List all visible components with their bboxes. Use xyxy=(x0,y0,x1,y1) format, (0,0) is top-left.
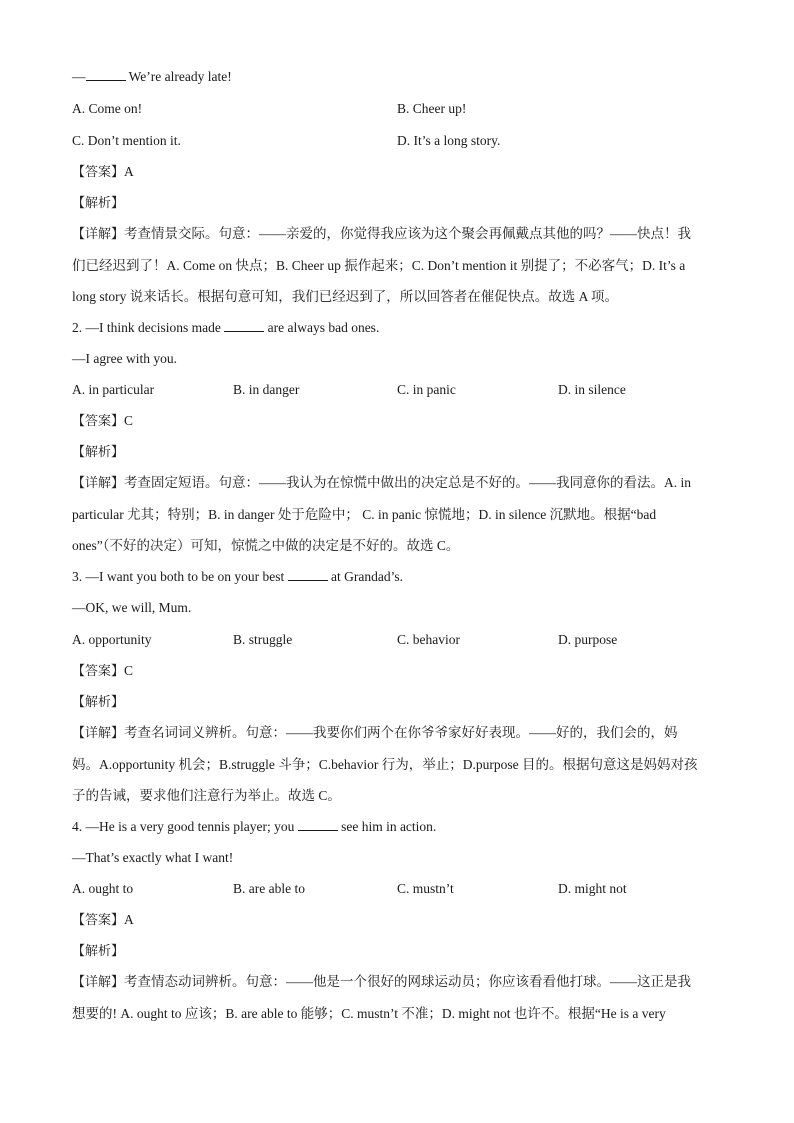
q1-answer xyxy=(72,163,134,182)
q4-detail-line-2: 想要的! A. ought to 应该；B. are able to 能够；C. mustn’t 不准；D. might not 也许不。根据“He is a very xyxy=(72,1006,666,1021)
q3-blank xyxy=(288,568,328,581)
q3-option-b: B. struggle xyxy=(233,632,293,647)
q4-option-a: A. ought to xyxy=(72,881,134,896)
q2-detail-line-3: ones”（不好的决定）可知，惊慌之中做的决定是不好的。故选 C。 xyxy=(72,538,460,553)
q3-detail-tag: 【详解】 xyxy=(72,726,125,741)
q2-option-d: D. in silence xyxy=(558,382,626,397)
q2-detail xyxy=(72,467,722,561)
q3-detail-line-1: 【详解】考查名词词义辨析。句意：——我要你们两个在你爷爷家好好表现。——好的，我们会的，妈 xyxy=(72,725,678,741)
q1-stem-suffix: We’re already late! xyxy=(125,69,232,84)
q4-analysis-tag: 【解析】 xyxy=(72,944,125,959)
q1-detail-tag: 【详解】 xyxy=(72,227,125,242)
q2-answer: 【答案】C xyxy=(72,413,134,429)
q2-detail-tag: 【详解】 xyxy=(72,476,125,491)
q1-detail xyxy=(72,218,722,312)
q3-option-d: D. purpose xyxy=(558,632,618,647)
q3-option-c: C. behavior xyxy=(397,632,460,647)
q3-answer-value: C xyxy=(124,663,134,678)
q4-option-c: C. mustn’t xyxy=(397,881,454,896)
q3-detail-line-3: 子的告诫，要求他们注意行为举止。故选 C。 xyxy=(72,788,341,803)
q4-option-b: B. are able to xyxy=(233,881,305,896)
q1-stem xyxy=(72,68,232,86)
q4-blank xyxy=(298,818,338,831)
q4-reply: —That’s exactly what I want! xyxy=(72,850,234,865)
q1-option-b: B. Cheer up! xyxy=(397,101,467,116)
q2-detail-line-1: 【详解】考查固定短语。句意：——我认为在惊慌中做出的决定总是不好的。——我同意你的看法。A. in xyxy=(72,475,692,491)
q4-detail-line-1: 【详解】考查情态动词辨析。句意：——他是一个很好的网球运动员；你应该看看他打球。——这正是我 xyxy=(72,974,692,990)
q1-blank xyxy=(86,68,126,81)
q2-detail-line-2: particular 尤其；特别；B. in danger 处于危险中； C. in panic 惊慌地；D. in silence 沉默地。根据“bad xyxy=(72,507,657,522)
q3-detail xyxy=(72,717,722,811)
q1-detail-line-2: 们已经迟到了！A. Come on 快点；B. Cheer up 振作起来；C. Don’t mention it 别提了；不必客气；D. It’s a xyxy=(72,258,686,273)
q2-stem: 2. —I think decisions made are always bad ones. xyxy=(72,320,380,335)
q1-option-a: A. Come on! xyxy=(72,101,143,116)
q4-answer: 【答案】A xyxy=(72,912,134,928)
q4-answer-value: A xyxy=(124,912,134,927)
q1-stem-prefix: — xyxy=(72,69,86,84)
q2-answer-value: C xyxy=(124,413,134,428)
q4-detail-tag: 【详解】 xyxy=(72,975,125,990)
q2-reply: —I agree with you. xyxy=(72,351,177,366)
q4-detail xyxy=(72,966,722,1029)
q3-answer: 【答案】C xyxy=(72,663,134,679)
q3-analysis-tag: 【解析】 xyxy=(72,695,125,710)
q1-option-c: C. Don’t mention it. xyxy=(72,133,181,148)
q1-answer-tag: 【答案】 xyxy=(72,165,125,180)
q1-option-d: D. It’s a long story. xyxy=(397,133,501,148)
q2-option-a: A. in particular xyxy=(72,382,155,397)
q1-answer-value: A xyxy=(124,164,134,179)
q2-analysis-tag: 【解析】 xyxy=(72,445,125,460)
q1-detail-line-1: 【详解】考查情景交际。句意：——亲爱的，你觉得我应该为这个聚会再佩戴点其他的吗？——快点！我 xyxy=(72,226,692,242)
q3-option-a: A. opportunity xyxy=(72,632,152,647)
q2-blank xyxy=(224,319,264,332)
q2-option-c: C. in panic xyxy=(397,382,456,397)
q1-detail-line-3: long story 说来话长。根据句意可知，我们已经迟到了，所以回答者在催促快点。故选 A 项。 xyxy=(72,289,619,304)
q3-detail-line-2: 妈。A.opportunity 机会；B.struggle 斗争；C.behavior 行为，举止；D.purpose 目的。根据句意这是妈妈对孩 xyxy=(72,757,698,772)
q4-stem: 4. —He is a very good tennis player; you see him in action. xyxy=(72,819,437,834)
q3-reply: —OK, we will, Mum. xyxy=(72,600,192,615)
q4-option-d: D. might not xyxy=(558,881,627,896)
q3-stem: 3. —I want you both to be on your best at Grandad’s. xyxy=(72,569,403,584)
q2-option-b: B. in danger xyxy=(233,382,300,397)
q1-analysis-tag: 【解析】 xyxy=(72,196,125,211)
